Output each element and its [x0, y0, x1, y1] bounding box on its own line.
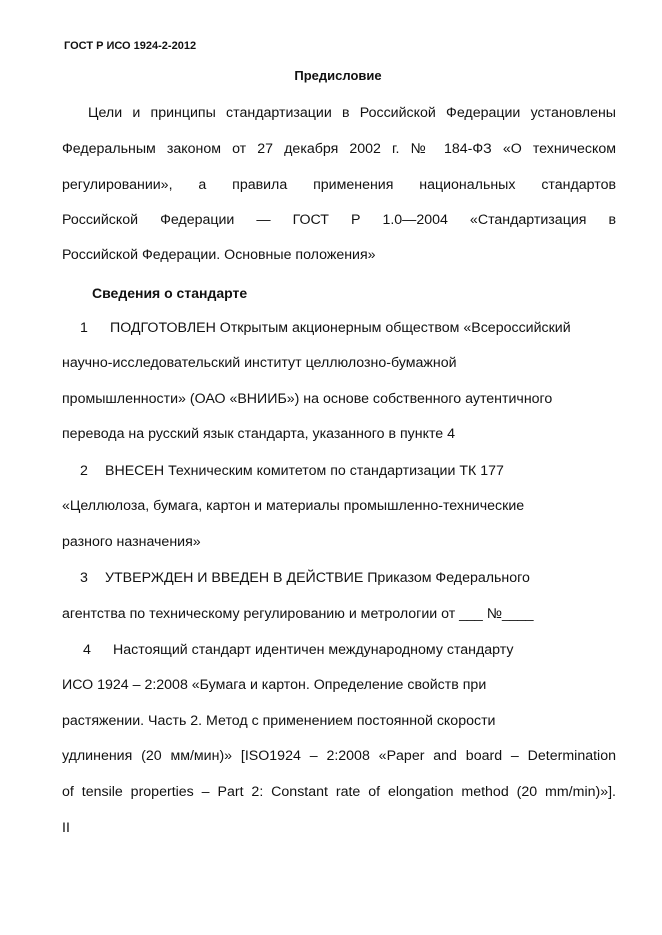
page-number: II [62, 820, 70, 836]
intro-line: регулировании», а правила применения национальных стандартов [62, 177, 616, 193]
item-number: 2 [80, 463, 88, 479]
item-line: Настоящий стандарт идентичен международному стандарту [113, 642, 514, 658]
item-line: научно-исследовательский институт целлюлозно-бумажной [62, 355, 457, 371]
item-line: разного назначения» [62, 534, 201, 550]
page-title: Предисловие [294, 68, 382, 83]
item-line: «Целлюлоза, бумага, картон и материалы промышленно-технические [62, 498, 525, 514]
item-line: УТВЕРЖДЕН И ВВЕДЕН В ДЕЙСТВИЕ Приказом Федерального [105, 570, 530, 586]
intro-line: Цели и принципы стандартизации в Российской Федерации установлены [88, 105, 616, 121]
intro-line: Российской Федерации. Основные положения» [62, 247, 376, 263]
item-line: удлинения (20 мм/мин)» [ISO1924 – 2:2008 «Paper and board – Determination [62, 748, 616, 764]
item-number: 4 [83, 642, 91, 658]
item-line: промышленности» (ОАО «ВНИИБ») на основе собственного аутентичного [62, 391, 553, 407]
item-line: ИСО 1924 – 2:2008 «Бумага и картон. Определение свойств при [62, 677, 487, 693]
item-number: 1 [80, 320, 88, 336]
item-line: ПОДГОТОВЛЕН Открытым акционерным обществом «Всероссийский [110, 320, 571, 336]
intro-line: Российской Федерации — ГОСТ Р 1.0—2004 «Стандартизация в [62, 212, 616, 228]
item-line: of tensile properties – Part 2: Constant rate of elongation method (20 mm/min)»]. [62, 784, 616, 800]
intro-line: Федеральным законом от 27 декабря 2002 г. № 184-ФЗ «О техническом [62, 141, 616, 157]
item-line: ВНЕСЕН Техническим комитетом по стандартизации ТК 177 [105, 463, 504, 479]
item-number: 3 [80, 570, 88, 586]
document-code: ГОСТ Р ИСО 1924-2-2012 [64, 40, 197, 52]
item-line: перевода на русский язык стандарта, указанного в пункте 4 [62, 426, 456, 442]
section-heading: Сведения о стандарте [92, 285, 248, 301]
item-line: растяжении. Часть 2. Метод с применением постоянной скорости [62, 713, 496, 729]
item-line: агентства по техническому регулированию и метрологии от ___ №____ [62, 606, 534, 622]
